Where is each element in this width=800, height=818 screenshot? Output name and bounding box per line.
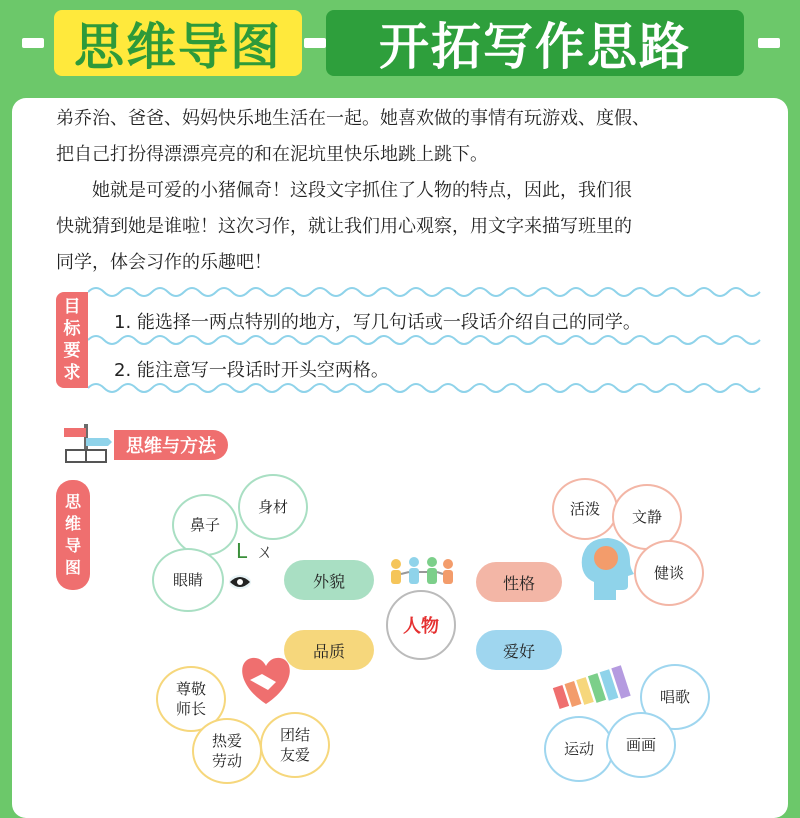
hobby-item-painting: 画画 (606, 712, 676, 778)
quality-item-respect-teachers: 尊敬 师长 (156, 666, 226, 732)
passage-line-2: 把自己打扮得漂漂亮亮的和在泥坑里快乐地跳上跳下。 (56, 144, 488, 165)
goals-tab-char: 标 (63, 319, 81, 339)
header-title-right: 开拓写作思路 (326, 10, 744, 76)
mindmap-tab-char: 思 (64, 492, 81, 511)
quality-label: 品质 (284, 630, 374, 670)
goal-item-2: 2. 能注意写一段话时开头空两格。 (114, 360, 389, 381)
passage-line-4: 快就猜到她是谁啦！这次习作，就让我们用心观察，用文字来描写班里的 (56, 216, 632, 237)
personality-item-lively: 活泼 (552, 478, 618, 540)
header-dash-middle (304, 38, 326, 48)
mindmap-center-person: 人物 (386, 590, 456, 660)
goal-item-1: 1. 能选择一两点特别的地方，写几句话或一段话介绍自己的同学。 (114, 312, 641, 333)
personality-label: 性格 (476, 562, 562, 602)
appearance-item-eyes: 眼睛 (152, 548, 224, 612)
svg-text:ㄨ: ㄨ (256, 542, 274, 563)
header-dash-left (22, 38, 44, 48)
hobby-item-singing: 唱歌 (640, 664, 710, 730)
header-title-left: 思维导图 (54, 10, 302, 76)
svg-text:L: L (236, 539, 248, 563)
header-banner (0, 0, 800, 90)
appearance-item-figure: 身材 (238, 474, 308, 540)
personality-item-quiet: 文静 (612, 484, 682, 550)
signpost-book-icon (58, 420, 114, 466)
quality-item-unity-friendship: 团结 友爱 (260, 712, 330, 778)
header-dash-right (758, 38, 780, 48)
hobby-item-sports: 运动 (544, 716, 614, 782)
passage-line-3: 她就是可爱的小猪佩奇！这段文字抓住了人物的特点，因此，我们很 (92, 180, 632, 201)
section-label-thinking-method: 思维与方法 (114, 430, 228, 460)
heart-handshake-icon (236, 654, 296, 706)
face-features-icon (226, 538, 282, 594)
passage-line-1: 弟乔治、爸爸、妈妈快乐地生活在一起。她喜欢做的事情有玩游戏、度假、 (56, 108, 650, 129)
goals-tab (56, 292, 88, 388)
goals-tab-char: 求 (63, 363, 81, 383)
appearance-label: 外貌 (284, 560, 374, 600)
hobby-label: 爱好 (476, 630, 562, 670)
personality-item-talkative: 健谈 (634, 540, 704, 606)
mindmap-tab-char: 导 (64, 536, 81, 555)
xylophone-icon (552, 664, 638, 712)
goals-tab-char: 要 (63, 341, 81, 361)
mindmap-tab-char: 图 (64, 558, 81, 577)
mindmap-tab-char: 维 (64, 514, 81, 533)
appearance-item-nose: 鼻子 (172, 494, 238, 556)
goals-tab-char: 目 (63, 297, 81, 317)
mindmap-tab (56, 480, 90, 590)
passage-line-5: 同学，体会习作的乐趣吧！ (56, 252, 272, 273)
quality-item-love-labor: 热爱 劳动 (192, 718, 262, 784)
goals-wave-lines (88, 280, 768, 400)
